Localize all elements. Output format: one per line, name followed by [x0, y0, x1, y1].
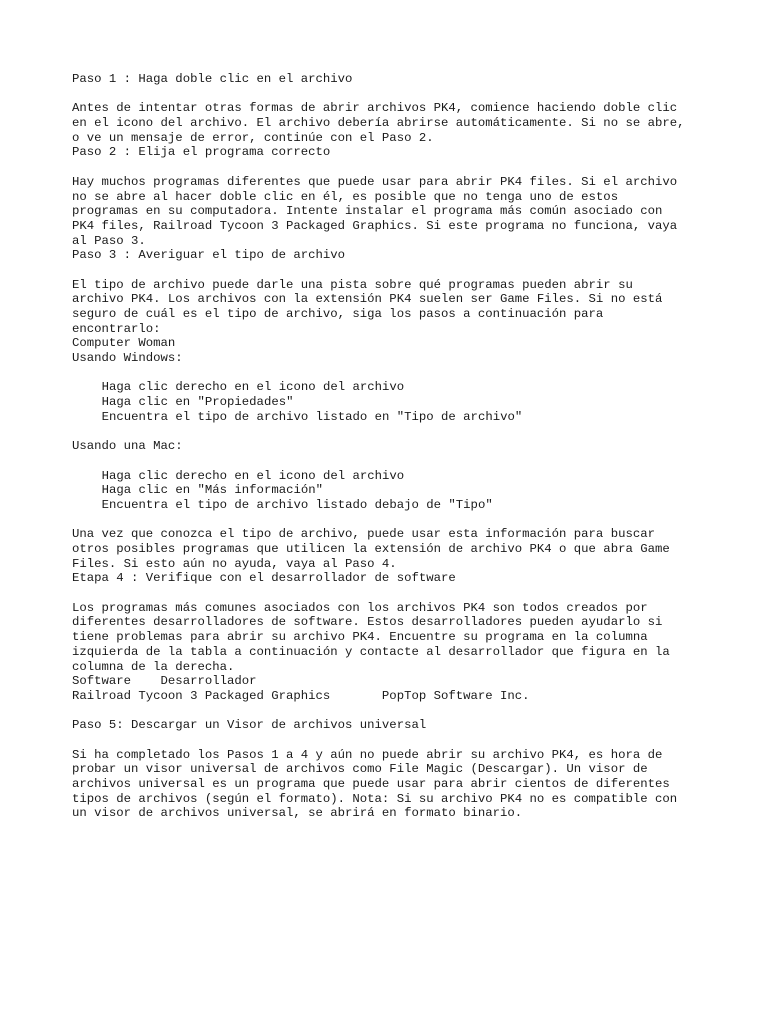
- mac-label: Usando una Mac:: [72, 439, 183, 454]
- spacer: [72, 263, 712, 278]
- step4-heading: Etapa 4 : Verifique con el desarrollador de software: [72, 571, 456, 586]
- step4-line: columna de la derecha.: [72, 659, 235, 674]
- step3-after-line: Files. Si esto aún no ayuda, vaya al Paso 4.: [72, 556, 397, 571]
- spacer: [72, 87, 712, 102]
- developer-table-row: Railroad Tycoon 3 Packaged Graphics PopTop Software Inc.: [72, 688, 530, 703]
- step4-line: tiene problemas para abrir su archivo PK4. Encuentre su programa en la columna: [72, 630, 648, 645]
- image-caption: Computer Woman: [72, 336, 176, 351]
- step2-line: al Paso 3.: [72, 233, 146, 248]
- step1-line: en el icono del archivo. El archivo debería abrirse automáticamente. Si no se abre,: [72, 116, 685, 131]
- step2-line: programas en su computadora. Intente instalar el programa más común asociado con: [72, 204, 663, 219]
- step5-line: Si ha completado los Pasos 1 a 4 y aún no puede abrir su archivo PK4, es hora de: [72, 747, 663, 762]
- windows-step: Encuentra el tipo de archivo listado en "Tipo de archivo": [101, 409, 523, 424]
- mac-step: Encuentra el tipo de archivo listado debajo de "Tipo": [101, 497, 493, 512]
- step4-line: Los programas más comunes asociados con los archivos PK4 son todos creados por: [72, 600, 648, 615]
- step5-line: tipos de archivos (según el formato). Nota: Si su archivo PK4 no es compatible con: [72, 791, 678, 806]
- step2-line: PK4 files, Railroad Tycoon 3 Packaged Graphics. Si este programa no funciona, vaya: [72, 218, 678, 233]
- step3-after-line: otros posibles programas que utilicen la extensión de archivo PK4 o que abra Game: [72, 542, 670, 556]
- spacer: [72, 586, 712, 601]
- spacer: [72, 454, 712, 469]
- developer-table-header: Software Desarrollador: [72, 674, 257, 689]
- spacer: [72, 513, 712, 528]
- spacer: [72, 160, 712, 175]
- step3-line: encontrarlo:: [72, 321, 161, 336]
- step1-line: Antes de intentar otras formas de abrir archivos PK4, comience haciendo doble clic: [72, 101, 678, 116]
- step2-line: Hay muchos programas diferentes que puede usar para abrir PK4 files. Si el archivo: [72, 174, 678, 189]
- spacer: [72, 425, 712, 440]
- document-page: [72, 72, 712, 821]
- step4-line: izquierda de la tabla a continuación y contacte al desarrollador que figura en la: [72, 644, 670, 659]
- step5-line: probar un visor universal de archivos como File Magic (Descargar). Un visor de: [72, 762, 648, 777]
- step3-heading: Paso 3 : Averiguar el tipo de archivo: [72, 248, 346, 263]
- mac-step: Haga clic derecho en el icono del archivo: [101, 468, 405, 483]
- step3-line: archivo PK4. Los archivos con la extensión PK4 suelen ser Game Files. Si no está: [72, 292, 663, 307]
- step5-line: un visor de archivos universal, se abrirá en formato binario.: [72, 806, 523, 821]
- step5-line: archivos universal es un programa que puede usar para abrir cientos de diferentes: [72, 777, 670, 791]
- spacer: [72, 733, 712, 748]
- step1-line: o ve un mensaje de error, continúe con el Paso 2.: [72, 130, 434, 145]
- spacer: [72, 366, 712, 381]
- step2-line: no se abre al hacer doble clic en él, es posible que no tenga uno de estos: [72, 189, 619, 204]
- step1-heading: Paso 1 : Haga doble clic en el archivo: [72, 72, 353, 86]
- windows-step: Haga clic en "Propiedades": [101, 395, 294, 410]
- step3-line: El tipo de archivo puede darle una pista sobre qué programas pueden abrir su: [72, 277, 633, 292]
- step5-heading: Paso 5: Descargar un Visor de archivos universal: [72, 718, 427, 733]
- step4-line: diferentes desarrolladores de software. Estos desarrolladores pueden ayudarlo si: [72, 615, 663, 630]
- step2-heading: Paso 2 : Elija el programa correcto: [72, 145, 331, 160]
- windows-step: Haga clic derecho en el icono del archivo: [101, 380, 405, 395]
- step3-after-line: Una vez que conozca el tipo de archivo, puede usar esta información para buscar: [72, 527, 655, 542]
- windows-label: Usando Windows:: [72, 351, 183, 366]
- spacer: [72, 704, 712, 719]
- mac-step: Haga clic en "Más información": [101, 483, 323, 498]
- step3-line: seguro de cuál es el tipo de archivo, siga los pasos a continuación para: [72, 307, 604, 321]
